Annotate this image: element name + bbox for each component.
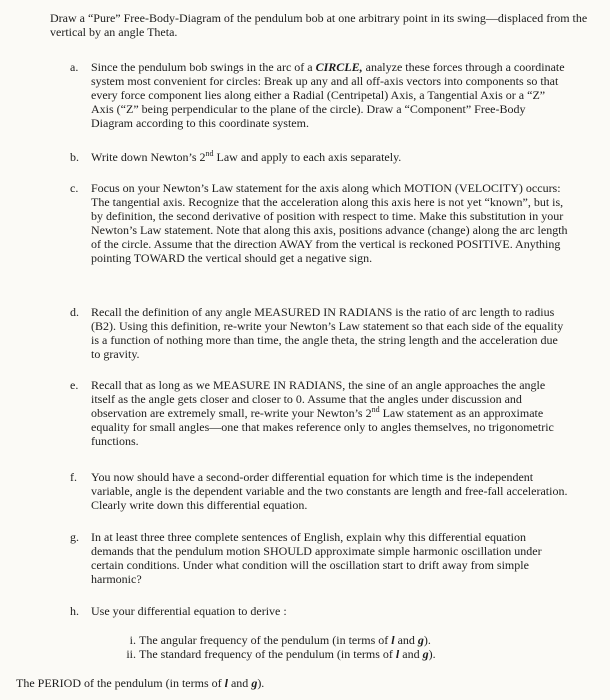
sub-item-text: [139, 633, 586, 647]
item-text: [91, 60, 570, 130]
item-text: Use your differential equation to derive :: [91, 604, 287, 618]
symbol-g: g: [417, 633, 424, 647]
item-letter: b.: [70, 150, 79, 164]
superscript: nd: [205, 149, 214, 158]
sub-item-text-part: ).: [423, 633, 431, 647]
sub-item-text-part: The standard frequency of the pendulum (in terms of: [139, 647, 396, 661]
item-g: [70, 530, 570, 586]
item-h: [70, 604, 570, 618]
item-text-part: analyze these forces through a coordinate system most convenient for circles: Break up any and all off-axis vectors into components so that every force component lies along either a Radial (Centripetal) Axis, a Tangential Axis or a “Z” Axis (“Z” being perpendicular to the plane of the circle). Draw a “Component” Free-Body Diagram according to this coordinate system.: [91, 60, 565, 130]
item-a: [70, 60, 570, 130]
item-text-part: Recall that as long as we MEASURE IN RADIANS, the sine of an angle approaches the angle itself as the angle gets closer and closer to 0. Assume that the angles under discussion and observation are extremely small, re-write your Newton’s 2: [91, 378, 546, 420]
symbol-g: g: [422, 647, 429, 661]
symbol-l: l: [395, 647, 400, 661]
item-c: [70, 181, 570, 265]
intro-text: Draw a “Pure” Free-Body-Diagram of the pendulum bob at one arbitrary point in its swing—displaced from the vertical by an angle Theta.: [50, 11, 588, 39]
sub-item-text-part: and: [394, 633, 418, 647]
item-text-part: Since the pendulum bob swings in the arc of a: [91, 60, 316, 74]
item-letter: a.: [70, 60, 79, 74]
sub-item-text-part: and: [399, 647, 423, 661]
item-e: [70, 378, 570, 448]
period-instruction: [16, 676, 596, 690]
item-text: Recall the definition of any angle MEASURED IN RADIANS is the ratio of arc length to radius (B2). Using this definition, re-write your Newton’s Law statement so that each side of the equality is a function of nothing more than time, the angle theta, the string length and the acceleration due to gravity.: [91, 305, 564, 361]
item-letter: e.: [70, 378, 79, 392]
item-text: You now should have a second-order differential equation for which time is the independent variable, angle is the dependent variable and the two constants are length and free-fall acceleration. Clearly write down this differential equation.: [91, 470, 568, 512]
item-text: In at least three three complete sentences of English, explain why this differential equation demands that the pendulum motion SHOULD approximate simple harmonic oscillation under certain conditions. Under what condition will the oscillation start to drift away from simple harmonic?: [91, 530, 542, 586]
item-text-part: Law statement as an approximate equality for small angles—one that makes reference only to angles themselves, no trigonometric functions.: [91, 406, 554, 448]
item-text: [91, 150, 570, 164]
item-text-part: Law and apply to each axis separately.: [213, 150, 402, 164]
symbol-l: l: [224, 676, 228, 690]
circle-emphasis: CIRCLE,: [315, 60, 363, 74]
symbol-l: l: [391, 633, 395, 647]
sub-item-ii: [116, 647, 586, 661]
item-letter: h.: [70, 604, 79, 618]
sub-item-numeral: ii.: [126, 647, 136, 661]
sub-item-text: [139, 647, 586, 661]
symbol-g: g: [251, 676, 258, 690]
item-letter: f.: [70, 470, 77, 484]
item-letter: c.: [70, 181, 79, 195]
sub-item-text-part: The angular frequency of the pendulum (in terms of: [139, 633, 392, 647]
item-letter: g.: [70, 530, 79, 544]
item-d: [70, 305, 570, 361]
item-letter: d.: [70, 305, 79, 319]
item-text-part: Write down Newton’s 2: [91, 150, 206, 164]
final-text-part: ).: [257, 676, 265, 690]
superscript: nd: [371, 405, 380, 414]
final-text-part: and: [227, 676, 252, 690]
sub-item-i: [116, 633, 586, 647]
item-b: [70, 150, 570, 164]
intro-instruction: [8, 11, 604, 39]
item-text: Focus on your Newton’s Law statement for the axis along which MOTION (VELOCITY) occurs: The tangential axis. Recognize that the acceleration along this axis here is not yet “known”, but is, by definition, the second derivative of position with respect to time. Make this substitution in your Newton’s Law statement. Note that along this axis, positions advance (change) along the arc length of the circle. Assume that the direction AWAY from the vertical is reckoned POSITIVE. Anything pointing TOWARD the vertical should get a negative sign.: [91, 181, 568, 265]
item-f: [70, 470, 570, 512]
sub-item-text-part: ).: [428, 647, 436, 661]
item-text: [91, 378, 570, 448]
final-text-part: The PERIOD of the pendulum (in terms of: [16, 676, 225, 690]
sub-item-numeral: i.: [129, 633, 136, 647]
